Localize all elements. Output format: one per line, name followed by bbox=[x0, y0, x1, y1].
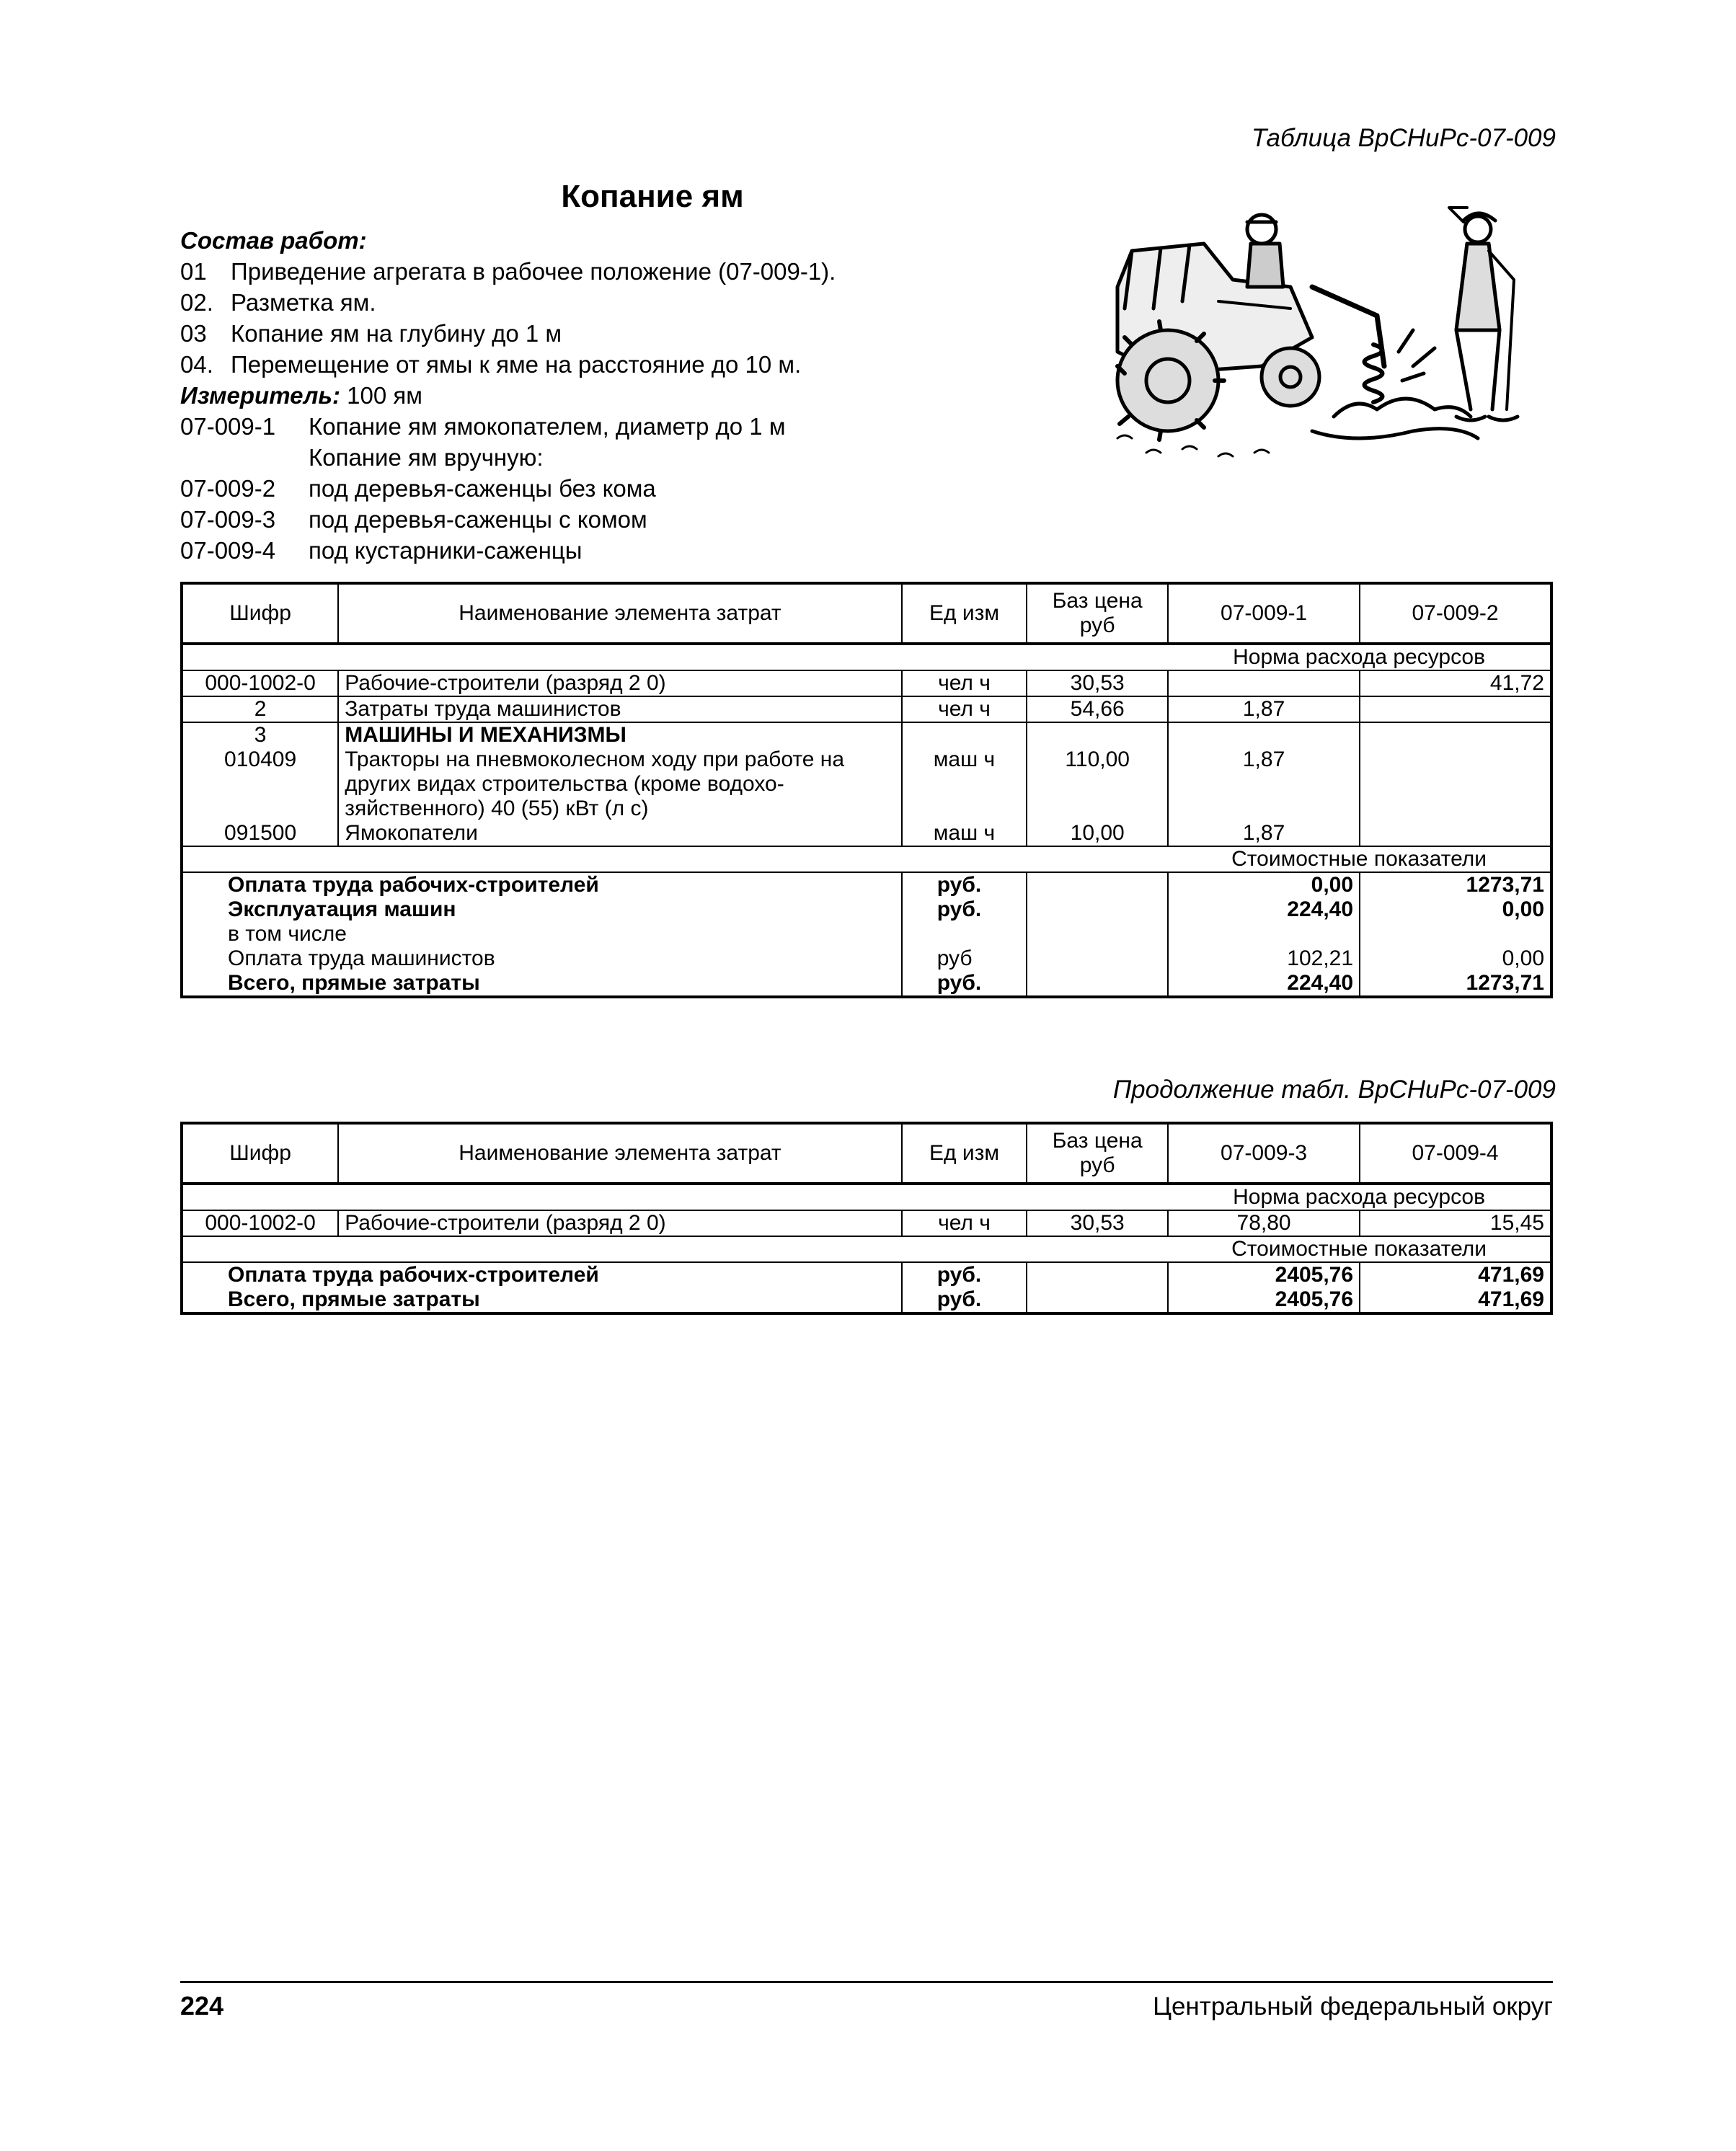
cost-unit: руб. bbox=[902, 1287, 1027, 1313]
work-item: 07-009-2 под деревья-саженцы без кома bbox=[180, 475, 656, 502]
cost-col-b: 471,69 bbox=[1360, 1287, 1551, 1313]
cell-unit: чел ч bbox=[902, 1210, 1027, 1236]
cost-col-a: 224,40 bbox=[1168, 897, 1360, 922]
cost-name: Всего, прямые затраты bbox=[228, 1287, 480, 1311]
table-header bbox=[182, 583, 1551, 644]
header-col-a: 07-009-1 bbox=[1168, 583, 1360, 644]
step-item: 01 Приведение агрегата в рабочее положение (07-009-1). bbox=[180, 258, 836, 285]
cell-col-a: 1,87 bbox=[1168, 748, 1360, 821]
table-row bbox=[182, 1210, 1551, 1236]
cost-table-1 bbox=[180, 582, 1553, 998]
cost-col-a: 102,21 bbox=[1168, 946, 1360, 971]
cell-col-a: 1,87 bbox=[1168, 821, 1360, 846]
cost-name: Всего, прямые затраты bbox=[228, 971, 480, 995]
cost-col-b: 0,00 bbox=[1360, 946, 1551, 971]
cost-unit: руб. bbox=[902, 872, 1027, 897]
header-unit: Ед изм bbox=[902, 1123, 1027, 1184]
cost-row bbox=[182, 1262, 1551, 1287]
footer-region: Центральный федеральный округ bbox=[1153, 1992, 1553, 2021]
section-row bbox=[182, 1236, 1551, 1262]
header-price: Баз цена руб bbox=[1027, 583, 1168, 644]
tractor-digging-illustration bbox=[1074, 200, 1550, 474]
cost-col-b: 471,69 bbox=[1360, 1262, 1551, 1287]
cost-col-b: 0,00 bbox=[1360, 897, 1551, 922]
section-costs-label: Стоимостные показатели bbox=[1168, 846, 1551, 872]
header-col-a: 07-009-3 bbox=[1168, 1123, 1360, 1184]
section-row bbox=[182, 644, 1551, 670]
step-item: 04. Перемещение от ямы к яме на расстояние до 10 м. bbox=[180, 351, 802, 378]
cost-row bbox=[182, 1287, 1551, 1313]
cell-col-b bbox=[1360, 696, 1551, 722]
header-col-b: 07-009-2 bbox=[1360, 583, 1551, 644]
work-item: 07-009-1 Копание ям ямокопателем, диаметр до 1 м bbox=[180, 413, 786, 440]
cell-name: Ямокопатели bbox=[338, 821, 902, 846]
cost-name: в том числе bbox=[228, 922, 347, 946]
cost-name: Оплата труда рабочих-строителей bbox=[228, 873, 599, 897]
cost-col-b: 1273,71 bbox=[1360, 971, 1551, 997]
page-title: Копание ям bbox=[561, 179, 744, 214]
cost-row bbox=[182, 946, 1551, 971]
step-item: 03 Копание ям на глубину до 1 м bbox=[180, 320, 562, 347]
section-resources-label: Норма расхода ресурсов bbox=[1168, 1184, 1551, 1210]
cost-name: Оплата труда машинистов bbox=[228, 946, 495, 970]
header-name: Наименование элемента затрат bbox=[338, 1123, 902, 1184]
cell-code: 000-1002-0 bbox=[182, 1210, 338, 1236]
table-reference: Таблица ВрСНиРс-07-009 bbox=[1251, 124, 1556, 152]
work-item: 07-009-4 под кустарники-саженцы bbox=[180, 537, 583, 564]
page-number: 224 bbox=[180, 1991, 224, 2021]
cell-code: 091500 bbox=[224, 821, 297, 845]
cost-col-b: 1273,71 bbox=[1360, 872, 1551, 897]
cell-name: Рабочие-строители (разряд 2 0) bbox=[338, 1210, 902, 1236]
header-code: Шифр bbox=[182, 1123, 338, 1184]
header-price: Баз цена руб bbox=[1027, 1123, 1168, 1184]
continuation-reference: Продолжение табл. ВрСНиРс-07-009 bbox=[1112, 1076, 1556, 1104]
cell-price: 110,00 bbox=[1027, 748, 1168, 821]
cost-col-a: 224,40 bbox=[1168, 971, 1360, 997]
header-code: Шифр bbox=[182, 583, 338, 644]
cost-unit: руб. bbox=[902, 971, 1027, 997]
work-item: 07-009-3 под деревья-саженцы с комом bbox=[180, 506, 647, 533]
cell-price: 10,00 bbox=[1027, 821, 1168, 846]
cost-col-a: 2405,76 bbox=[1168, 1287, 1360, 1313]
cost-unit: руб. bbox=[902, 897, 1027, 922]
cell-price: 30,53 bbox=[1027, 1210, 1168, 1236]
table-row bbox=[182, 670, 1551, 696]
cell-name: МАШИНЫ И МЕХАНИЗМЫ bbox=[338, 722, 902, 748]
section-costs-label: Стоимостные показатели bbox=[1168, 1236, 1551, 1262]
composition-label: Состав работ: bbox=[180, 227, 367, 254]
cell-unit: чел ч bbox=[902, 670, 1027, 696]
cost-col-a: 2405,76 bbox=[1168, 1262, 1360, 1287]
cell-col-a bbox=[1168, 670, 1360, 696]
header-unit: Ед изм bbox=[902, 583, 1027, 644]
meter-line: Измеритель: 100 ям bbox=[180, 382, 422, 409]
section-row bbox=[182, 846, 1551, 872]
cell-col-b bbox=[1360, 748, 1551, 821]
footer-divider bbox=[180, 1981, 1553, 1983]
section-resources-label: Норма расхода ресурсов bbox=[1168, 644, 1551, 670]
table-row bbox=[182, 722, 1551, 748]
cell-name: Затраты труда машинистов bbox=[338, 696, 902, 722]
cost-name: Оплата труда рабочих-строителей bbox=[228, 1263, 599, 1287]
cost-row bbox=[182, 872, 1551, 897]
work-item: Копание ям вручную: bbox=[309, 444, 544, 471]
section-row bbox=[182, 1184, 1551, 1210]
header-name: Наименование элемента затрат bbox=[338, 583, 902, 644]
cost-row bbox=[182, 897, 1551, 922]
cost-unit: руб. bbox=[902, 1262, 1027, 1287]
cell-unit: чел ч bbox=[902, 696, 1027, 722]
cell-col-b: 41,72 bbox=[1360, 670, 1551, 696]
cost-name: Эксплуатация машин bbox=[228, 897, 456, 921]
cell-code: 2 bbox=[182, 696, 338, 722]
cell-code: 3 bbox=[254, 723, 267, 747]
table-header bbox=[182, 1123, 1551, 1184]
cost-col-a: 0,00 bbox=[1168, 872, 1360, 897]
cell-col-a: 1,87 bbox=[1168, 696, 1360, 722]
cell-col-b: 15,45 bbox=[1360, 1210, 1551, 1236]
table-row bbox=[182, 748, 1551, 821]
cell-name: Тракторы на пневмоколесном ходу при работе на других видах строительства (кроме водохо-зяйственного) 40 (55) кВт (л с) bbox=[338, 748, 902, 821]
cell-name: Рабочие-строители (разряд 2 0) bbox=[338, 670, 902, 696]
cell-code: 010409 bbox=[224, 748, 297, 771]
cost-row bbox=[182, 922, 1551, 946]
cost-unit: руб bbox=[902, 946, 1027, 971]
cell-code: 000-1002-0 bbox=[182, 670, 338, 696]
cell-col-b bbox=[1360, 821, 1551, 846]
cell-unit: маш ч bbox=[902, 821, 1027, 846]
cost-row bbox=[182, 971, 1551, 997]
cell-unit: маш ч bbox=[902, 748, 1027, 821]
table-row bbox=[182, 821, 1551, 846]
header-col-b: 07-009-4 bbox=[1360, 1123, 1551, 1184]
work-description bbox=[180, 225, 836, 566]
cost-table-2 bbox=[180, 1122, 1553, 1315]
cell-col-a: 78,80 bbox=[1168, 1210, 1360, 1236]
cell-price: 54,66 bbox=[1027, 696, 1168, 722]
step-item: 02. Разметка ям. bbox=[180, 289, 376, 316]
table-row bbox=[182, 696, 1551, 722]
cell-price: 30,53 bbox=[1027, 670, 1168, 696]
